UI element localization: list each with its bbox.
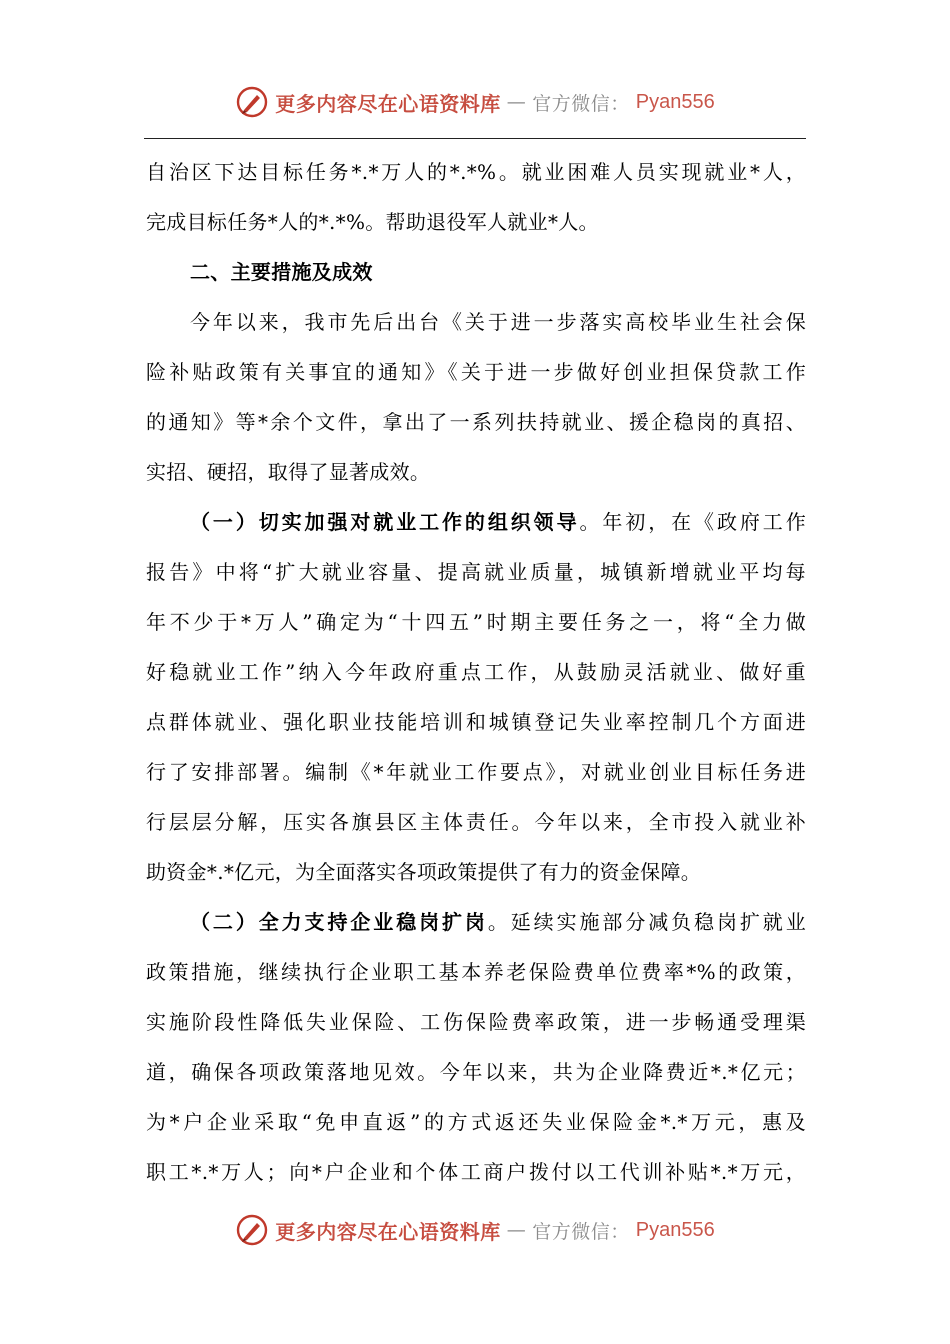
watermark-wechat-id: Pyan556 [635,1218,715,1241]
text-line: 险补贴政策有关事宜的通知》《关于进一步做好创业担保贷款工作 [146,360,806,384]
subsection-text: 。年初，在《政府工作 [579,510,807,534]
text-line: 政策措施，继续执行企业职工基本养老保险费单位费率*%的政策， [146,960,806,984]
section-heading: 二、主要措施及成效 [190,260,373,284]
subsection-line [146,497,806,547]
watermark-wechat-id: Pyan556 [635,90,715,113]
text-line: 今年以来，我市先后出台《关于进一步落实高校毕业生社会保 [190,310,806,334]
text-line: 年不少于*万人”确定为“十四五”时期主要任务之一，将“全力做 [146,610,806,634]
watermark-footer [0,1210,950,1250]
header-rule [144,138,806,139]
subsection-heading: （一）切实加强对就业工作的组织领导 [190,510,580,534]
text-line: 道，确保各项政策落地见效。今年以来，共为企业降费近*.*亿元； [146,1060,806,1084]
watermark-wechat-label: 官方微信： [532,1220,630,1243]
watermark-dash: — [506,91,527,113]
text-line: 职工*.*万人；向*户企业和个体工商户拨付以工代训补贴*.*万元， [146,1160,806,1184]
text-line: 行层层分解，压实各旗县区主体责任。今年以来，全市投入就业补 [146,810,806,834]
text-line: 为*户企业采取“免申直返”的方式返还失业保险金*.*万元，惠及 [146,1110,806,1134]
text-line: 点群体就业、强化职业技能培训和城镇登记失业率控制几个方面进 [146,710,806,734]
subsection-heading: （二）全力支持企业稳岗扩岗 [190,910,488,934]
text-line: 报告》中将“扩大就业容量、提高就业质量，城镇新增就业平均每 [146,560,806,584]
text-line: 实施阶段性降低失业保险、工伤保险费率政策，进一步畅通受理渠 [146,1010,806,1034]
watermark-header [0,82,950,122]
subsection-line [146,897,806,947]
text-line: 完成目标任务*人的*.*%。帮助退役军人就业*人。 [146,210,599,234]
text-line: 好稳就业工作”纳入今年政府重点工作，从鼓励灵活就业、做好重 [146,660,806,684]
document-body [146,147,806,1197]
watermark-dash: — [506,1219,527,1241]
watermark-site-text: 更多内容尽在心语资料库 [275,1219,501,1244]
subsection-text: 。延续实施部分减负稳岗扩就业 [487,910,807,934]
pen-circle-icon [235,1213,269,1247]
watermark-wechat-label: 官方微信： [532,92,630,115]
text-line: 自治区下达目标任务*.*万人的*.*%。就业困难人员实现就业*人， [146,160,806,184]
text-line: 的通知》等*余个文件，拿出了一系列扶持就业、援企稳岗的真招、 [146,410,806,434]
text-line: 行了安排部署。编制《*年就业工作要点》，对就业创业目标任务进 [146,760,806,784]
pen-circle-icon [235,85,269,119]
watermark-site-text: 更多内容尽在心语资料库 [275,91,501,116]
text-line: 助资金*.*亿元，为全面落实各项政策提供了有力的资金保障。 [146,860,702,884]
text-line: 实招、硬招，取得了显著成效。 [146,460,431,484]
